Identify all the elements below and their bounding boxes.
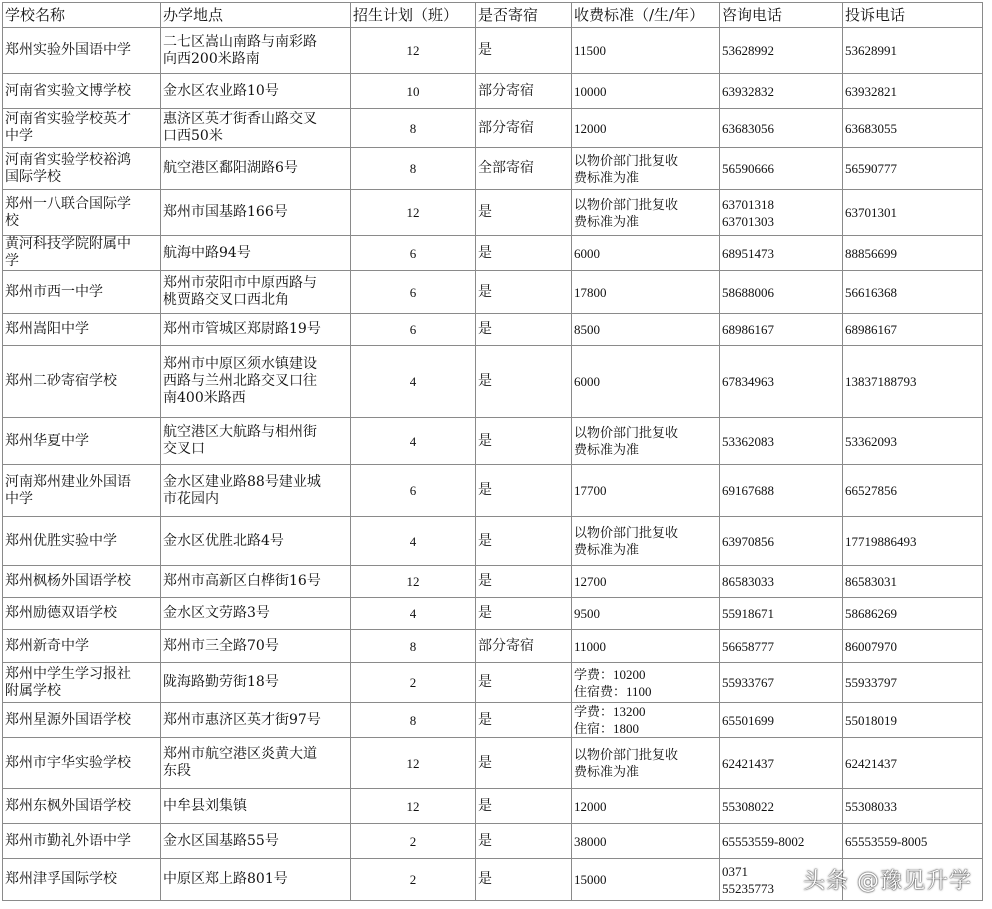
complaint-phone-cell: 58686269 bbox=[843, 598, 983, 630]
address-cell: 中牟县刘集镇 bbox=[161, 789, 351, 824]
enrollment-plan-cell: 6 bbox=[351, 236, 476, 271]
address-cell: 郑州市管城区郑尉路19号 bbox=[161, 314, 351, 346]
complaint-phone-cell: 53628991 bbox=[843, 28, 983, 74]
address-cell: 航海中路94号 bbox=[161, 236, 351, 271]
fee-cell: 12000 bbox=[572, 109, 720, 148]
boarding-cell: 是 bbox=[476, 314, 572, 346]
table-row bbox=[3, 314, 983, 346]
boarding-cell: 是 bbox=[476, 663, 572, 703]
table-row bbox=[3, 271, 983, 314]
fee-cell: 12000 bbox=[572, 789, 720, 824]
boarding-cell: 是 bbox=[476, 598, 572, 630]
address-cell: 航空港区鄱阳湖路6号 bbox=[161, 148, 351, 190]
complaint-phone-cell: 88856699 bbox=[843, 236, 983, 271]
school-name-cell: 郑州嵩阳中学 bbox=[3, 314, 161, 346]
table-row bbox=[3, 418, 983, 465]
complaint-phone-cell: 86007970 bbox=[843, 630, 983, 663]
header-school-name: 学校名称 bbox=[3, 3, 161, 28]
address-cell: 二七区嵩山南路与南彩路 向西200米路南 bbox=[161, 28, 351, 74]
school-name-cell: 河南省实验文博学校 bbox=[3, 74, 161, 109]
table-row bbox=[3, 346, 983, 418]
consult-phone-cell: 62421437 bbox=[720, 738, 843, 789]
school-name-cell: 郑州华夏中学 bbox=[3, 418, 161, 465]
fee-cell: 6000 bbox=[572, 346, 720, 418]
enrollment-plan-cell: 8 bbox=[351, 630, 476, 663]
header-complaint-phone: 投诉电话 bbox=[843, 3, 983, 28]
boarding-cell: 部分寄宿 bbox=[476, 630, 572, 663]
school-name-cell: 河南省实验学校裕鸿 国际学校 bbox=[3, 148, 161, 190]
enrollment-plan-cell: 12 bbox=[351, 190, 476, 236]
complaint-phone-cell: 86583031 bbox=[843, 566, 983, 598]
table-row bbox=[3, 190, 983, 236]
table-row bbox=[3, 74, 983, 109]
boarding-cell: 是 bbox=[476, 418, 572, 465]
consult-phone-cell: 63932832 bbox=[720, 74, 843, 109]
boarding-cell: 是 bbox=[476, 566, 572, 598]
complaint-phone-cell: 63683055 bbox=[843, 109, 983, 148]
consult-phone-cell: 68951473 bbox=[720, 236, 843, 271]
school-name-cell: 郑州市西一中学 bbox=[3, 271, 161, 314]
complaint-phone-cell: 56616368 bbox=[843, 271, 983, 314]
fee-cell: 12700 bbox=[572, 566, 720, 598]
complaint-phone-cell: 56590777 bbox=[843, 148, 983, 190]
consult-phone-cell: 0371 55235773 bbox=[720, 859, 843, 901]
enrollment-plan-cell: 4 bbox=[351, 598, 476, 630]
school-name-cell: 郑州枫杨外国语学校 bbox=[3, 566, 161, 598]
boarding-cell: 是 bbox=[476, 28, 572, 74]
school-name-cell: 郑州优胜实验中学 bbox=[3, 517, 161, 566]
enrollment-plan-cell: 8 bbox=[351, 109, 476, 148]
complaint-phone-cell: 55933797 bbox=[843, 663, 983, 703]
consult-phone-cell: 63701318 63701303 bbox=[720, 190, 843, 236]
address-cell: 中原区郑上路801号 bbox=[161, 859, 351, 901]
address-cell: 金水区优胜北路4号 bbox=[161, 517, 351, 566]
school-name-cell: 郑州市宇华实验学校 bbox=[3, 738, 161, 789]
header-fee: 收费标准（/生/年） bbox=[572, 3, 720, 28]
address-cell: 金水区建业路88号建业城 市花园内 bbox=[161, 465, 351, 517]
consult-phone-cell: 55918671 bbox=[720, 598, 843, 630]
school-name-cell: 郑州二砂寄宿学校 bbox=[3, 346, 161, 418]
school-name-cell: 郑州励德双语学校 bbox=[3, 598, 161, 630]
boarding-cell: 是 bbox=[476, 190, 572, 236]
fee-cell: 15000 bbox=[572, 859, 720, 901]
address-cell: 金水区文劳路3号 bbox=[161, 598, 351, 630]
address-cell: 郑州市中原区须水镇建设 西路与兰州北路交叉口往 南400米路西 bbox=[161, 346, 351, 418]
address-cell: 郑州市三全路70号 bbox=[161, 630, 351, 663]
school-name-cell: 郑州津孚国际学校 bbox=[3, 859, 161, 901]
complaint-phone-cell: 68986167 bbox=[843, 314, 983, 346]
boarding-cell: 是 bbox=[476, 517, 572, 566]
school-name-cell: 郑州东枫外国语学校 bbox=[3, 789, 161, 824]
enrollment-plan-cell: 12 bbox=[351, 566, 476, 598]
enrollment-plan-cell: 2 bbox=[351, 663, 476, 703]
consult-phone-cell: 63970856 bbox=[720, 517, 843, 566]
complaint-phone-cell: 63932821 bbox=[843, 74, 983, 109]
consult-phone-cell: 58688006 bbox=[720, 271, 843, 314]
table-row bbox=[3, 465, 983, 517]
fee-cell: 17800 bbox=[572, 271, 720, 314]
address-cell: 郑州市国基路166号 bbox=[161, 190, 351, 236]
address-cell: 惠济区英才街香山路交叉 口西50米 bbox=[161, 109, 351, 148]
table-row bbox=[3, 109, 983, 148]
address-cell: 金水区国基路55号 bbox=[161, 824, 351, 859]
enrollment-plan-cell: 6 bbox=[351, 314, 476, 346]
header-row bbox=[3, 3, 983, 28]
fee-cell: 9500 bbox=[572, 598, 720, 630]
school-name-cell: 河南郑州建业外国语 中学 bbox=[3, 465, 161, 517]
consult-phone-cell: 68986167 bbox=[720, 314, 843, 346]
header-enrollment-plan: 招生计划（班） bbox=[351, 3, 476, 28]
enrollment-plan-cell: 4 bbox=[351, 517, 476, 566]
complaint-phone-cell: 66527856 bbox=[843, 465, 983, 517]
school-name-cell: 河南省实验学校英才 中学 bbox=[3, 109, 161, 148]
enrollment-plan-cell: 4 bbox=[351, 346, 476, 418]
fee-cell: 38000 bbox=[572, 824, 720, 859]
complaint-phone-cell: 17719886493 bbox=[843, 517, 983, 566]
table-row bbox=[3, 663, 983, 703]
consult-phone-cell: 56590666 bbox=[720, 148, 843, 190]
table-row bbox=[3, 566, 983, 598]
table-row bbox=[3, 598, 983, 630]
fee-cell: 学费：13200 住宿：1800 bbox=[572, 703, 720, 738]
table-row bbox=[3, 28, 983, 74]
school-name-cell: 郑州市勤礼外语中学 bbox=[3, 824, 161, 859]
boarding-cell: 部分寄宿 bbox=[476, 74, 572, 109]
boarding-cell: 是 bbox=[476, 271, 572, 314]
fee-cell: 以物价部门批复收 费标准为准 bbox=[572, 517, 720, 566]
fee-cell: 10000 bbox=[572, 74, 720, 109]
school-name-cell: 郑州新奇中学 bbox=[3, 630, 161, 663]
complaint-phone-cell: 62421437 bbox=[843, 738, 983, 789]
enrollment-plan-cell: 6 bbox=[351, 271, 476, 314]
consult-phone-cell: 55933767 bbox=[720, 663, 843, 703]
address-cell: 郑州市高新区白桦街16号 bbox=[161, 566, 351, 598]
consult-phone-cell: 56658777 bbox=[720, 630, 843, 663]
address-cell: 郑州市惠济区英才街97号 bbox=[161, 703, 351, 738]
enrollment-plan-cell: 8 bbox=[351, 703, 476, 738]
school-name-cell: 郑州实验外国语中学 bbox=[3, 28, 161, 74]
consult-phone-cell: 55308022 bbox=[720, 789, 843, 824]
boarding-cell: 是 bbox=[476, 465, 572, 517]
consult-phone-cell: 65553559-8002 bbox=[720, 824, 843, 859]
fee-cell: 17700 bbox=[572, 465, 720, 517]
consult-phone-cell: 86583033 bbox=[720, 566, 843, 598]
school-name-cell: 郑州中学生学习报社 附属学校 bbox=[3, 663, 161, 703]
table-row bbox=[3, 236, 983, 271]
address-cell: 航空港区大航路与相州街 交叉口 bbox=[161, 418, 351, 465]
header-boarding: 是否寄宿 bbox=[476, 3, 572, 28]
consult-phone-cell: 67834963 bbox=[720, 346, 843, 418]
watermark-text: 头条 @豫见升学 bbox=[803, 869, 972, 894]
enrollment-plan-cell: 10 bbox=[351, 74, 476, 109]
boarding-cell: 是 bbox=[476, 824, 572, 859]
table-row bbox=[3, 738, 983, 789]
fee-cell: 以物价部门批复收 费标准为准 bbox=[572, 418, 720, 465]
fee-cell: 11500 bbox=[572, 28, 720, 74]
fee-cell: 6000 bbox=[572, 236, 720, 271]
address-cell: 郑州市航空港区炎黄大道 东段 bbox=[161, 738, 351, 789]
boarding-cell: 是 bbox=[476, 789, 572, 824]
header-address: 办学地点 bbox=[161, 3, 351, 28]
boarding-cell: 是 bbox=[476, 703, 572, 738]
boarding-cell: 是 bbox=[476, 346, 572, 418]
enrollment-plan-cell: 8 bbox=[351, 148, 476, 190]
school-name-cell: 郑州一八联合国际学 校 bbox=[3, 190, 161, 236]
consult-phone-cell: 53362083 bbox=[720, 418, 843, 465]
consult-phone-cell: 63683056 bbox=[720, 109, 843, 148]
complaint-phone-cell: 63701301 bbox=[843, 190, 983, 236]
complaint-phone-cell: 13837188793 bbox=[843, 346, 983, 418]
table-row bbox=[3, 630, 983, 663]
boarding-cell: 是 bbox=[476, 236, 572, 271]
complaint-phone-cell: 55308033 bbox=[843, 789, 983, 824]
fee-cell: 学费：10200 住宿费：1100 bbox=[572, 663, 720, 703]
enrollment-plan-cell: 12 bbox=[351, 738, 476, 789]
fee-cell: 8500 bbox=[572, 314, 720, 346]
table-row bbox=[3, 703, 983, 738]
schools-table bbox=[2, 2, 983, 901]
table-row bbox=[3, 824, 983, 859]
complaint-phone-cell: 65553559-8005 bbox=[843, 824, 983, 859]
address-cell: 陇海路勤劳街18号 bbox=[161, 663, 351, 703]
consult-phone-cell: 65501699 bbox=[720, 703, 843, 738]
boarding-cell: 部分寄宿 bbox=[476, 109, 572, 148]
enrollment-plan-cell: 12 bbox=[351, 789, 476, 824]
fee-cell: 以物价部门批复收 费标准为准 bbox=[572, 190, 720, 236]
school-name-cell: 郑州星源外国语学校 bbox=[3, 703, 161, 738]
fee-cell: 以物价部门批复收 费标准为准 bbox=[572, 148, 720, 190]
fee-cell: 11000 bbox=[572, 630, 720, 663]
consult-phone-cell: 53628992 bbox=[720, 28, 843, 74]
complaint-phone-cell: 53362093 bbox=[843, 418, 983, 465]
table-row bbox=[3, 148, 983, 190]
table-row bbox=[3, 517, 983, 566]
header-consult-phone: 咨询电话 bbox=[720, 3, 843, 28]
enrollment-plan-cell: 12 bbox=[351, 28, 476, 74]
boarding-cell: 是 bbox=[476, 738, 572, 789]
complaint-phone-cell: 55018019 bbox=[843, 703, 983, 738]
address-cell: 金水区农业路10号 bbox=[161, 74, 351, 109]
boarding-cell: 全部寄宿 bbox=[476, 148, 572, 190]
enrollment-plan-cell: 6 bbox=[351, 465, 476, 517]
enrollment-plan-cell: 4 bbox=[351, 418, 476, 465]
consult-phone-cell: 69167688 bbox=[720, 465, 843, 517]
enrollment-plan-cell: 2 bbox=[351, 859, 476, 901]
enrollment-plan-cell: 2 bbox=[351, 824, 476, 859]
fee-cell: 以物价部门批复收 费标准为准 bbox=[572, 738, 720, 789]
school-name-cell: 黄河科技学院附属中 学 bbox=[3, 236, 161, 271]
boarding-cell: 是 bbox=[476, 859, 572, 901]
table-row bbox=[3, 789, 983, 824]
address-cell: 郑州市荥阳市中原西路与 桃贾路交叉口西北角 bbox=[161, 271, 351, 314]
